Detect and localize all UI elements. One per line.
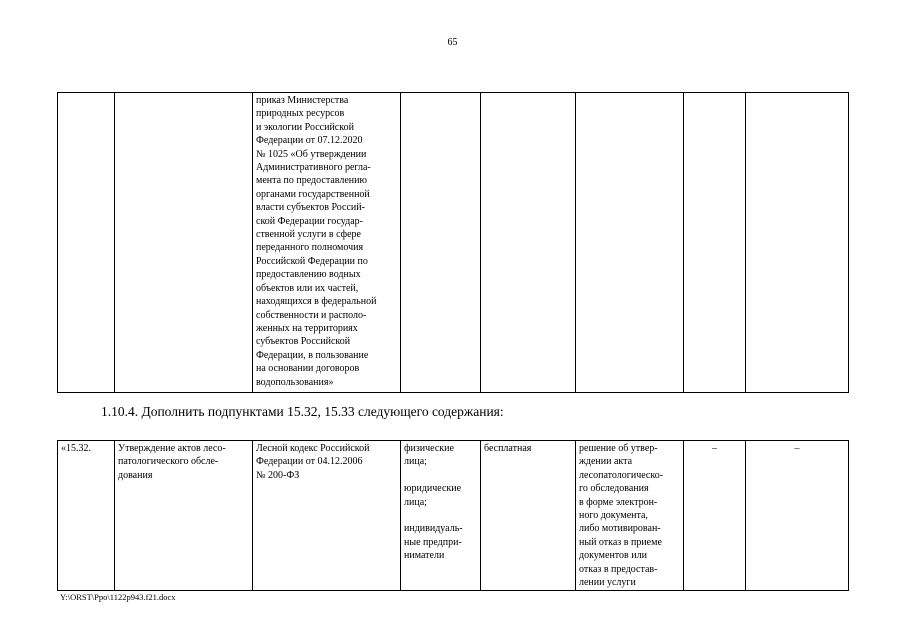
cell-extra-2 xyxy=(746,93,849,393)
cell-service-name: Утверждение актов лесо- патологического обсле- дования xyxy=(115,441,253,591)
cell-applicants xyxy=(401,93,481,393)
cell-number xyxy=(58,93,115,393)
cell-extra-2: – xyxy=(746,441,849,591)
cell-fee xyxy=(481,93,576,393)
cell-fee: бесплатная xyxy=(481,441,576,591)
table-row xyxy=(58,441,849,591)
amendment-heading: 1.10.4. Дополнить подпунктами 15.32, 15.33 следующего содержания: xyxy=(101,404,504,419)
cell-result: решение об утвер- ждении акта лесопатологическо- го обследования в форме электрон- ного документа, либо мотивирован- ный отказ в приеме документов или отказ в предостав- лении услуги xyxy=(576,441,684,591)
cell-extra-1 xyxy=(684,93,746,393)
cell-result xyxy=(576,93,684,393)
table-row xyxy=(58,93,849,393)
cell-legal-basis: приказ Министерства природных ресурсов и экологии Российской Федерации от 07.12.2020 № 1025 «Об утверждении Административного регла- мента по предоставлению органами государственной власти субъектов Россий- ской Федерации государ- ственной услуги в сфере переданного полномочия Российской Федерации по предоставлению водных объектов или их частей, находящихся в федеральной собственности и располо- женных на территориях субъектов Российской Федерации, в пользование на основании договоров водопользования» xyxy=(253,93,401,393)
cell-applicants: физические лица; юридические лица; индивидуаль- ные предпри- ниматели xyxy=(401,441,481,591)
continued-table xyxy=(57,92,849,393)
page-number: 65 xyxy=(447,37,458,48)
cell-service-name xyxy=(115,93,253,393)
cell-legal-basis: Лесной кодекс Российской Федерации от 04.12.2006 № 200-ФЗ xyxy=(253,441,401,591)
footer-file-path: Y:\ORST\Ppo\1122p943.f21.docx xyxy=(60,592,176,602)
cell-extra-1: – xyxy=(684,441,746,591)
cell-number: «15.32. xyxy=(58,441,115,591)
new-items-table xyxy=(57,440,849,591)
